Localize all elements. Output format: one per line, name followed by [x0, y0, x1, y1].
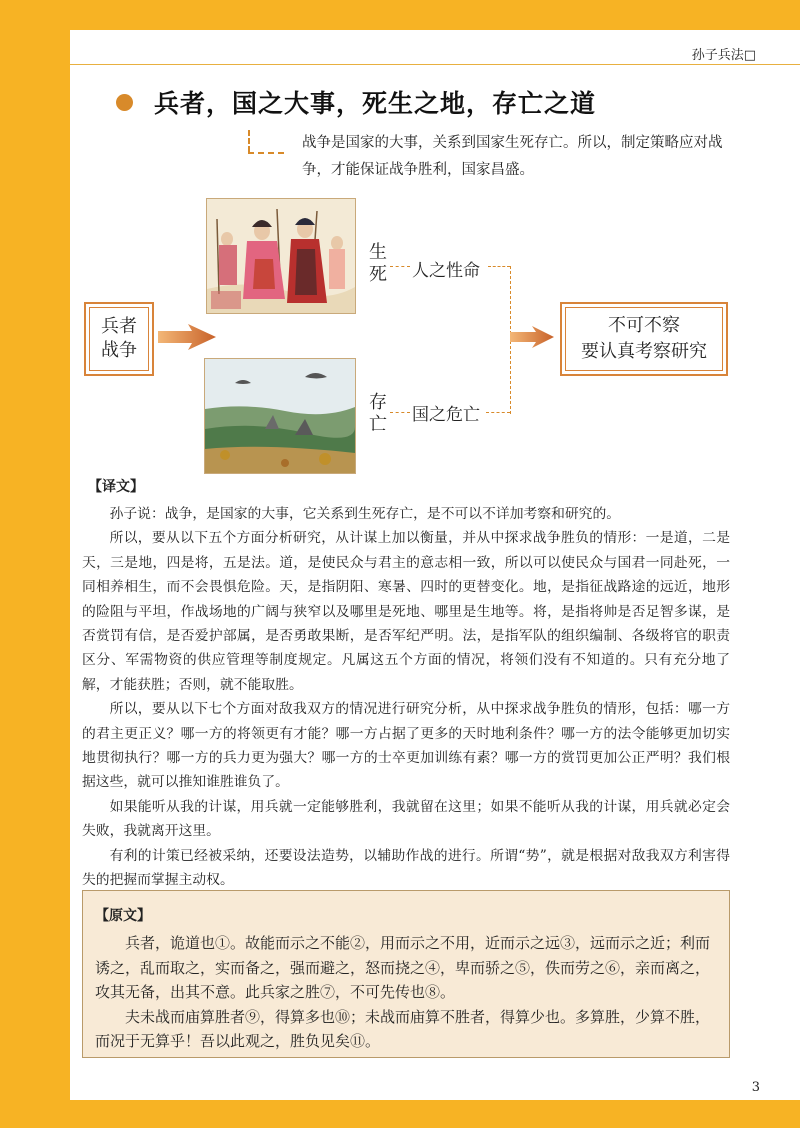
survival-label [368, 392, 388, 436]
intro-bracket-horizontal [248, 152, 284, 154]
translation-paragraph: 所以，要从以下七个方面对敌我双方的情况进行研究分析，从中探求战争胜负的情形，包括：哪一方的君主更正义？哪一方的将领更有才能？哪一方占据了更多的天时地利条件？哪一方的法令能够更加切实地贯彻执行？哪一方的兵力更为强大？哪一方的士卒更加训练有素？哪一方的赏罚更加公正严明？我们根据这些，就可以推知谁胜谁负了。 [82, 701, 730, 791]
translation-paragraph: 孙子说：战争，是国家的大事，它关系到生死存亡，是不可以不详加考察和研究的。 [109, 506, 621, 522]
original-text-box [82, 890, 730, 1058]
war-box-line2: 战争 [101, 340, 137, 361]
battlefield-illustration [204, 358, 356, 474]
intro-bracket-vertical [248, 130, 250, 152]
perish-char: 亡 [369, 414, 387, 435]
conclusion-box [560, 302, 728, 376]
heading-bullet-icon [116, 94, 133, 111]
translation-paragraph: 有利的计策已经被采纳，还要设法造势，以辅助作战的进行。所谓“势”，就是根据对敌我双方利害得失的把握而掌握主动权。 [82, 847, 730, 889]
header-divider [70, 64, 800, 65]
page-number: 3 [751, 1080, 760, 1095]
bottom-connector-right [486, 412, 510, 413]
war-box-line1: 兵者 [101, 316, 137, 337]
survive-char: 存 [369, 392, 387, 413]
life-char: 生 [369, 242, 387, 263]
top-connector-right [488, 266, 510, 267]
translation-paragraph: 所以，要从以下五个方面分析研究，从计谋上加以衡量，并从中探求战争胜负的情形：一是道，二是天，三是地，四是将，五是法。道，是使民众与君主的意志相一致，所以可以使民众与国君一同赴死，一同相养相生，而不会畏惧危险。天，是指阴阳、寒暑、四时的更替变化。地，是指征战路途的远近，地形的险阻与平坦，作战场地的广阔与狭窄以及哪里是死地、哪里是生地等。将，是指将帅是否足智多谋，是否赏罚有信，是否爱护部属，是否勇敢果断，是否军纪严明。法，是指军队的组织编制、各级将官的职责区分、军需物资的供应管理等制度规定。凡属这五个方面的情况，将领们没有不知道的。只有充分地了解，才能获胜；否则，就不能取胜。 [82, 530, 730, 693]
conclusion-line2: 要认真考察研究 [581, 341, 707, 362]
original-text [95, 931, 719, 1054]
running-title: 孙子兵法□ [691, 48, 756, 63]
translation-text [82, 502, 730, 893]
original-label: 【原文】 [95, 908, 151, 924]
top-connector-left [390, 266, 410, 267]
right-arrow-icon [510, 326, 556, 348]
translation-label: 【译文】 [88, 479, 144, 495]
conclusion-line1: 不可不察 [608, 315, 680, 336]
human-life-label: 人之性命 [412, 261, 480, 281]
right-arrow-icon [158, 324, 218, 350]
warriors-illustration [206, 198, 356, 314]
page [70, 30, 800, 1100]
bottom-connector-left [390, 412, 410, 413]
translation-paragraph: 如果能听从我的计谋，用兵就一定能够胜利，我就留在这里；如果不能听从我的计谋，用兵就必定会失败，我就离开这里。 [82, 798, 730, 840]
nation-peril-label: 国之危亡 [412, 405, 480, 425]
death-char: 死 [369, 264, 387, 285]
original-paragraph: 夫未战而庙算胜者⑨，得算多也⑩；未战而庙算不胜者，得算少也。多算胜，少算不胜，而况于无算乎！吾以此观之，胜负见矣⑪。 [95, 1007, 711, 1050]
intro-text: 战争是国家的大事，关系到国家生死存亡。所以，制定策略应对战争，才能保证战争胜利，国家昌盛。 [302, 135, 723, 178]
original-paragraph: 兵者，诡道也①。故能而示之不能②，用而示之不用，近而示之远③，远而示之近；利而诱之，乱而取之，实而备之，强而避之，怒而挠之④，卑而骄之⑤，佚而劳之⑥，亲而离之，攻其无备，出其不意。此兵家之胜⑦，不可先传也⑧。 [95, 934, 711, 1001]
section-heading: 兵者，国之大事，死生之地，存亡之道 [154, 89, 597, 118]
life-death-label [368, 242, 388, 286]
war-concept-box [84, 302, 154, 376]
